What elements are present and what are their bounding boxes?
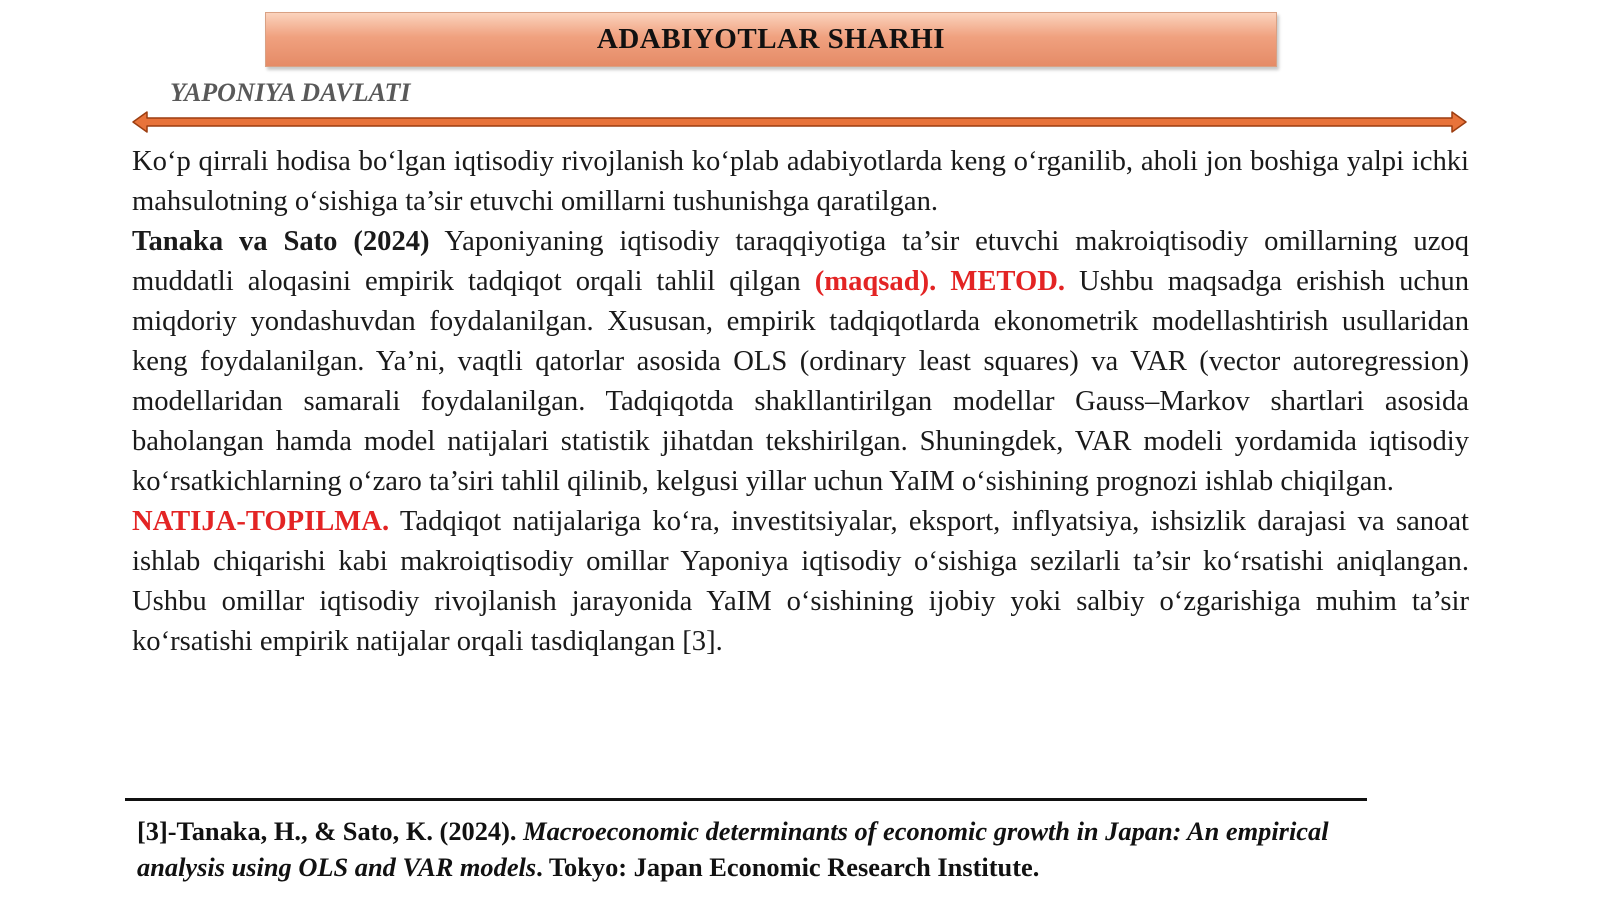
result-paragraph — [132, 502, 1469, 662]
result-label: NATIJA-TOPILMA. — [132, 506, 390, 537]
result-text: Tadqiqot natijalariga ko‘ra, investitsiyalar, eksport, inflyatsiya, ishsizlik darajasi va sanoat ishlab chiqarishi kabi makroiqtisodiy omillar Yaponiya iqtisodiy o‘sishiga sezilarli ta’sir ko‘rsatishi aniqlangan. Ushbu omillar iqtisodiy rivojlanish jarayonida YaIM o‘sishining ijobiy yoki salbiy o‘zgarishiga muhim ta’sir ko‘rsatishi empirik natijalar orqali tasdiqlangan [3]. — [132, 506, 1469, 657]
intro-paragraph: Ko‘p qirrali hodisa bo‘lgan iqtisodiy rivojlanish ko‘plab adabiyotlarda keng o‘rganilib, aholi jon boshiga yalpi ichki mahsulotning o‘sishiga ta’sir etuvchi omillarni tushunishga qaratilgan. — [132, 146, 1469, 217]
section-subtitle: YAPONIYA DAVLATI — [170, 78, 411, 107]
method-paragraph — [132, 222, 1469, 502]
reference-citation — [137, 813, 1377, 885]
method-text: Ushbu maqsadga erishish uchun miqdoriy yondashuvdan foydalanilgan. Xususan, empirik tadqiqotlarda ekonometrik modellashtirish usullaridan keng foydalanilgan. Ya’ni, vaqtli qatorlar asosida OLS (ordinary least squares) va VAR (vector autoregression) modellaridan samarali foydalanilgan. Tadqiqotda shakllantirilgan modellar Gauss–Markov shartlari asosida baholangan hamda model natijalari statistik jihatdan tekshirilgan. Shuningdek, VAR modeli yordamida iqtisodiy ko‘rsatkichlarning o‘zaro ta’siri tahlil qilinib, kelgusi yillar uchun YaIM o‘sishining prognozi ishlab chiqilgan. — [132, 266, 1469, 497]
reference-title: Macroeconomic determinants of economic growth in Japan: An empirical analysis using OLS and VAR models — [137, 816, 1329, 882]
study-text: Yaponiyaning iqtisodiy taraqqiyotiga ta’sir etuvchi makroiqtisodiy omillarning uzoq muddatli aloqasini empirik tadqiqot orqali tahlil qilgan — [132, 226, 1470, 297]
reference-divider — [125, 798, 1367, 801]
double-arrow-divider — [131, 108, 1468, 136]
page-title: ADABIYOTLAR SHARHI — [596, 23, 946, 55]
reference-suffix: . Tokyo: Japan Economic Research Institute. — [536, 852, 1040, 882]
double-arrow-shape — [133, 112, 1466, 132]
method-label: METOD. — [936, 266, 1065, 297]
title-banner — [265, 12, 1277, 67]
study-authors: Tanaka va Sato (2024) — [132, 226, 430, 257]
goal-label: (maqsad). — [814, 266, 937, 297]
reference-prefix: [3]-Tanaka, H., & Sato, K. (2024). — [137, 816, 524, 846]
body-text — [132, 142, 1469, 662]
